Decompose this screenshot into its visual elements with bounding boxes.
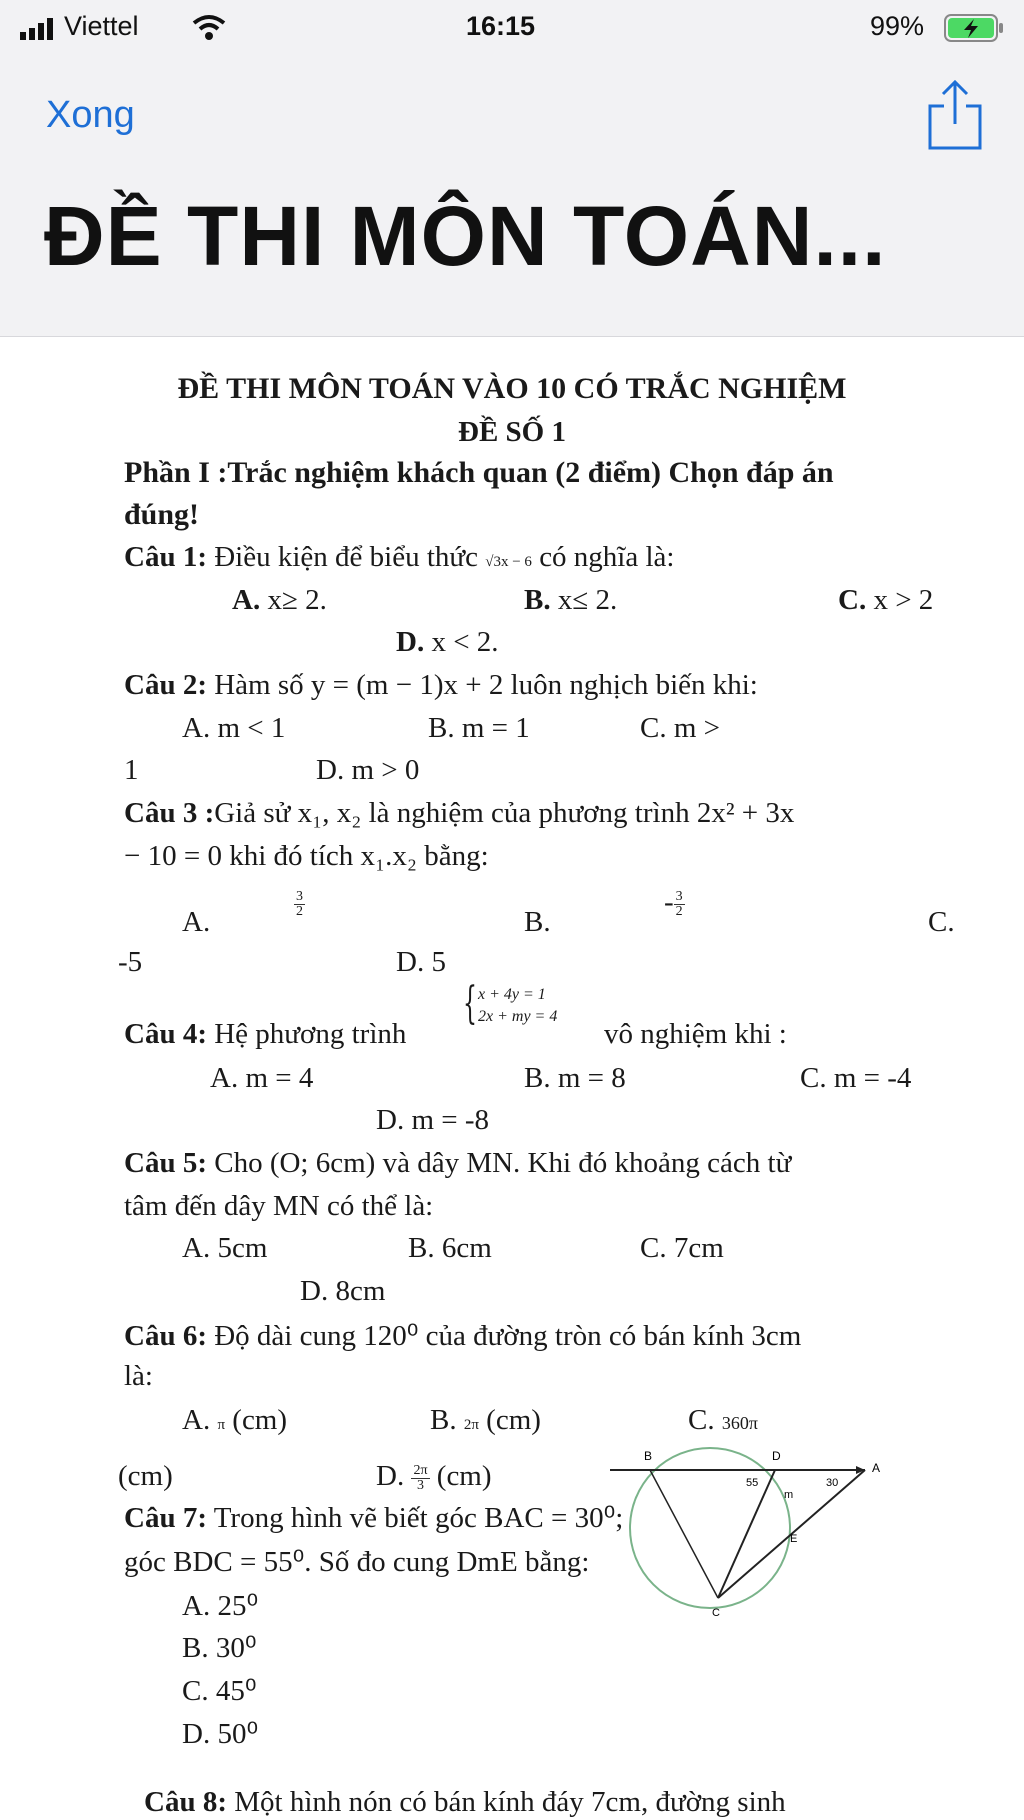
question-6 [124,1318,801,1353]
answer-option[interactable]: C. m = -4 [800,1062,912,1094]
arc-label-m: m [784,1489,794,1501]
equation-2: 2x + my = 4 [478,1008,558,1025]
question-text: Trong hình vẽ biết góc BAC = 30⁰; [213,1502,624,1534]
equation-1: x + 4y = 1 [478,986,546,1003]
option-label: A. [182,1404,211,1436]
point-label-c: C [712,1607,720,1618]
option-text: x≥ 2. [267,584,327,616]
pi-symbol: 360π [721,1413,758,1433]
option-unit: (cm) [486,1404,541,1436]
angle-label-bdc: 55 [746,1477,759,1489]
question-text: Hệ phương trình [214,1018,407,1050]
question-label: Câu 4: [124,1018,207,1050]
answer-option[interactable]: A. [182,906,211,938]
question-5 [124,1147,791,1180]
battery-percent: 99% [870,11,925,41]
answer-option-cont: (cm) [118,1460,173,1492]
question-label: Câu 1: [124,541,207,573]
answer-option[interactable] [838,584,933,617]
question-4 [124,1018,406,1051]
question-text: Giả sử x₁, x₂ là nghiệm của phương trình 2x² + 3x [214,797,795,829]
answer-option[interactable]: D. 8cm [300,1275,386,1307]
option-label: D. [396,626,425,658]
fraction-denominator: 2 [675,903,683,919]
option-unit: (cm) [232,1404,288,1436]
question-text: Độ dài cung 120⁰ của đường tròn có bán kính 3cm [214,1320,802,1352]
question-label: Câu 3 : [124,797,215,829]
answer-option[interactable] [524,584,617,617]
point-label-b: B [644,1449,653,1463]
option-text: x > 2 [873,584,934,616]
point-label-d: D [772,1449,781,1463]
question-text-cont: vô nghiệm khi : [604,1018,787,1050]
point-label-e: E [790,1533,798,1545]
done-button[interactable]: Xong [46,94,135,136]
question-3 [124,797,794,830]
option-label: C. [688,1404,715,1436]
answer-option[interactable]: C. [928,906,955,938]
answer-option[interactable]: B. 30⁰ [182,1632,257,1664]
question-label: Câu 8: [144,1786,227,1818]
answer-option[interactable] [376,1460,492,1493]
part1-heading: Phần I :Trắc nghiệm khách quan (2 điểm) Chọn đáp án [124,456,834,489]
question-7-cont: góc BDC = 55⁰. Số đo cung DmE bằng: [124,1546,590,1578]
answer-option[interactable]: A. m = 4 [210,1062,314,1094]
fraction-numerator: 2π [413,1462,428,1478]
fraction [664,886,685,919]
share-icon[interactable] [926,76,984,152]
answer-option[interactable] [232,584,327,617]
option-label: A. [232,584,261,616]
question-text: Hàm số y = (m − 1)x + 2 luôn nghịch biến khi: [214,669,758,701]
fraction-numerator: 3 [675,888,683,904]
question-text: Điều kiện để biểu thức [214,541,478,573]
question-5-cont: tâm đến dây MN có thể là: [124,1190,434,1222]
answer-option[interactable] [182,1404,287,1437]
question-3-cont: − 10 = 0 khi đó tích x₁.x₂ bằng: [124,840,489,872]
question-label: Câu 6: [124,1320,207,1352]
answer-option[interactable]: B. m = 8 [524,1062,626,1094]
question-label: Câu 5: [124,1147,207,1179]
question-6-cont: là: [124,1360,153,1392]
carrier-name: Viettel [64,11,139,41]
answer-option[interactable]: D. 50⁰ [182,1718,259,1750]
signal-icon [20,18,56,40]
answer-option[interactable] [430,1404,541,1437]
system-brace: { [463,978,477,1029]
status-bar [0,0,1024,58]
answer-option[interactable] [688,1404,758,1437]
math-expression: √3x − 6 [485,554,532,570]
answer-option[interactable]: D. m > 0 [316,754,420,786]
wifi-icon [192,14,226,40]
point-label-a: A [872,1461,881,1475]
answer-option-cont: 1 [124,754,139,786]
answer-option[interactable] [396,626,499,659]
answer-option[interactable]: C. 7cm [640,1232,724,1264]
option-label: B. [524,584,551,616]
minus-sign: - [664,886,674,918]
doc-heading: ĐỀ THI MÔN TOÁN VÀO 10 CÓ TRẮC NGHIỆM [177,372,847,405]
clock-time: 16:15 [466,11,536,41]
answer-option[interactable]: C. 45⁰ [182,1675,257,1707]
navigation-bar [0,58,1024,337]
option-text: x < 2. [431,626,499,658]
fraction [294,886,305,919]
option-label: D. [376,1460,405,1492]
pi-symbol: π [217,1417,226,1433]
battery-charging-icon [944,13,1006,43]
question-label: Câu 7: [124,1502,207,1534]
answer-option[interactable]: D. 5 [396,946,446,978]
pi-symbol: 2π [463,1417,479,1433]
question-text: Một hình nón có bán kính đáy 7cm, đường sinh [234,1786,786,1818]
question-2 [124,669,758,702]
option-unit: (cm) [436,1460,492,1492]
page-title: ĐỀ THI MÔN TOÁN... [44,189,887,283]
question-8 [144,1786,786,1819]
fraction-denominator: 2 [296,903,303,919]
question-7 [124,1500,623,1535]
fraction-numerator: 3 [296,888,303,904]
answer-option[interactable]: B. 6cm [408,1232,492,1264]
option-label: C. [838,584,867,616]
answer-option[interactable]: B. [524,906,551,938]
answer-option[interactable]: A. 25⁰ [182,1590,259,1622]
answer-option-cont: -5 [118,946,143,978]
angle-label-bac: 30 [826,1477,839,1489]
answer-option[interactable]: D. m = -8 [376,1104,490,1136]
answer-option[interactable]: A. 5cm [182,1232,268,1264]
question-text-cont: có nghĩa là: [539,541,675,573]
equation-system [478,984,557,1028]
question-1 [124,541,674,574]
geometry-figure [600,1438,900,1618]
answer-option[interactable]: B. m = 1 [428,712,530,744]
doc-subheading: ĐỀ SỐ 1 [458,416,566,448]
fraction-denominator: 3 [416,1477,424,1493]
option-text: x≤ 2. [557,584,618,616]
answer-option[interactable]: A. m < 1 [182,712,286,744]
question-label: Câu 2: [124,669,207,701]
option-label: B. [430,1404,457,1436]
part1-heading-cont: đúng! [124,498,200,531]
question-text: Cho (O; 6cm) và dây MN. Khi đó khoảng cách từ [214,1147,792,1179]
answer-option[interactable]: C. m > [640,712,721,744]
